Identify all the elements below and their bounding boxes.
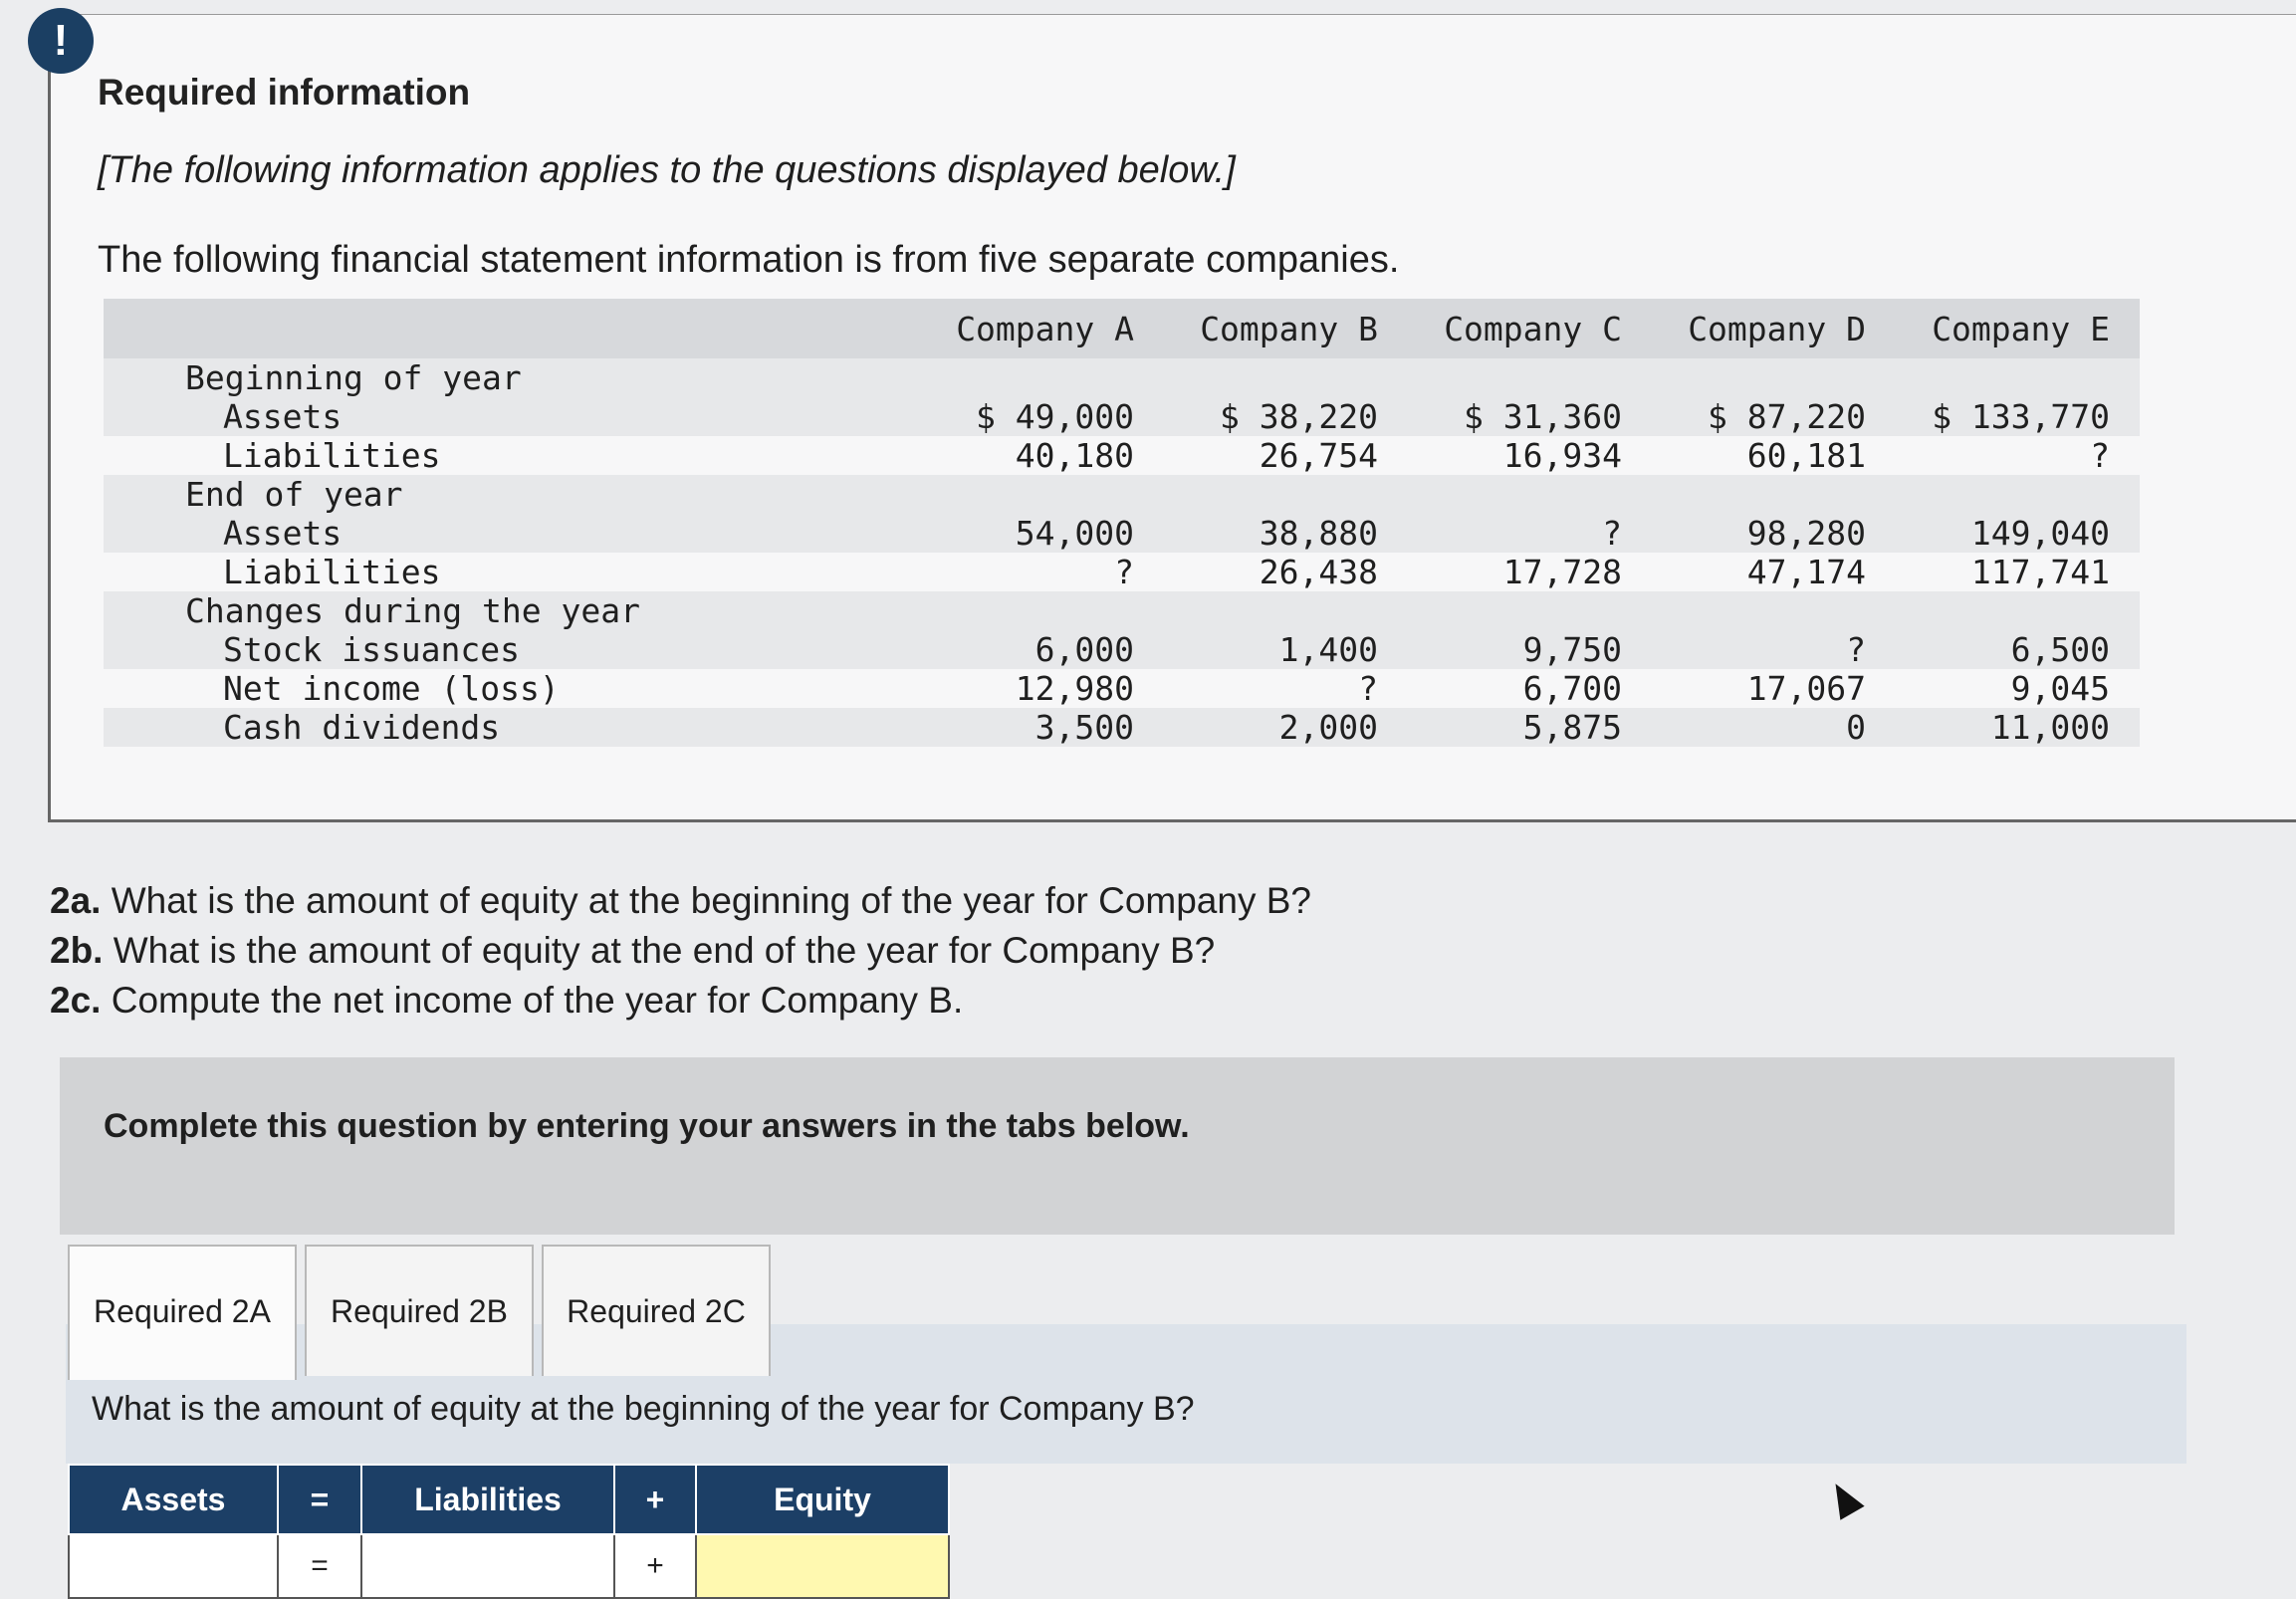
tab-question-text: What is the amount of equity at the beginning of the year for Company B? [92, 1390, 1195, 1428]
cell: 38,880 [1164, 514, 1408, 553]
cell [920, 591, 1164, 630]
tab-required-2c[interactable]: Required 2C [542, 1245, 771, 1376]
cell: 6,500 [1896, 630, 2140, 669]
cell: 1,400 [1164, 630, 1408, 669]
cell: 9,045 [2010, 669, 2110, 708]
cell: 0 [1652, 708, 1896, 747]
cell: ? [1652, 630, 1896, 669]
assets-header: Assets [69, 1465, 278, 1534]
mouse-cursor-icon [1823, 1477, 1864, 1519]
cell: $ 87,220 [1652, 397, 1896, 436]
required-information-title: Required information [98, 72, 471, 113]
column-header: Company A [920, 299, 1164, 358]
row-label: Liabilities [223, 553, 441, 591]
cell [1408, 591, 1652, 630]
cell: 6,700 [1522, 669, 1622, 708]
accounting-equation-table [68, 1464, 950, 1599]
cell: ? [2090, 436, 2110, 475]
table-row [104, 553, 2140, 591]
question-2b [50, 926, 1311, 976]
cell [1408, 358, 1652, 397]
liabilities-input[interactable] [363, 1535, 616, 1597]
equals-sign: = [278, 1534, 361, 1598]
row-label: Net income (loss) [223, 669, 560, 708]
tab-required-2a[interactable]: Required 2A [68, 1245, 297, 1380]
cell: 117,741 [1970, 553, 2110, 591]
table-row [104, 514, 2140, 553]
question-number: 2c. [50, 980, 102, 1021]
cell: 2,000 [1164, 708, 1408, 747]
intro-text: The following financial statement information is from five separate companies. [98, 239, 1400, 281]
assets-input[interactable] [71, 1535, 280, 1597]
question-2c [50, 976, 1311, 1026]
cell [920, 358, 1164, 397]
cell: 16,934 [1502, 436, 1622, 475]
row-label: Cash dividends [104, 708, 920, 747]
cell: 149,040 [1896, 514, 2140, 553]
cell: 40,180 [1015, 436, 1134, 475]
column-header: Company E [1896, 299, 2140, 358]
cell: 5,875 [1408, 708, 1652, 747]
equals-header: = [278, 1465, 361, 1534]
cell [1896, 591, 2140, 630]
applies-note: [The following information applies to the questions displayed below.] [98, 149, 1236, 191]
financial-table [104, 299, 2140, 747]
row-label: Changes during the year [104, 591, 920, 630]
equity-input-cell[interactable] [696, 1534, 949, 1598]
row-label: Beginning of year [104, 358, 920, 397]
cell: ? [1114, 553, 1134, 591]
question-2a [50, 876, 1311, 926]
cell: 26,438 [1259, 553, 1378, 591]
cell: 11,000 [1896, 708, 2140, 747]
table-row [104, 397, 2140, 436]
questions-block [50, 876, 1311, 1026]
tab-required-2b[interactable]: Required 2B [305, 1245, 534, 1376]
cell: 60,181 [1746, 436, 1866, 475]
cell [1408, 475, 1652, 514]
table-row [104, 436, 2140, 475]
cell [1164, 475, 1408, 514]
cell: 3,500 [920, 708, 1164, 747]
table-row [104, 591, 2140, 630]
row-label: Assets [104, 397, 920, 436]
cell: 6,000 [920, 630, 1164, 669]
cell [1164, 591, 1408, 630]
equation-header-row [69, 1465, 949, 1534]
cell [1652, 591, 1896, 630]
row-label: Stock issuances [104, 630, 920, 669]
cell: ? [1408, 514, 1652, 553]
cell: $ 31,360 [1408, 397, 1652, 436]
cell: $ 38,220 [1164, 397, 1408, 436]
question-text: What is the amount of equity at the beginning of the year for Company B? [101, 880, 1311, 921]
column-header: Company C [1408, 299, 1652, 358]
row-label: Liabilities [223, 436, 441, 475]
cell: 47,174 [1746, 553, 1866, 591]
table-header-row [104, 299, 2140, 358]
alert-icon: ! [28, 8, 94, 74]
question-text: Compute the net income of the year for Company B. [101, 980, 964, 1021]
table-row [104, 708, 2140, 747]
question-text: What is the amount of equity at the end of the year for Company B? [103, 930, 1216, 971]
table-row [104, 630, 2140, 669]
instructions-box [60, 1057, 2175, 1235]
liabilities-input-cell[interactable] [361, 1534, 614, 1598]
table-row [104, 669, 2140, 708]
assets-input-cell[interactable] [69, 1534, 278, 1598]
cell [1652, 475, 1896, 514]
equity-input[interactable] [698, 1535, 951, 1597]
cell: $ 133,770 [1896, 397, 2140, 436]
question-number: 2a. [50, 880, 102, 921]
cell: 54,000 [920, 514, 1164, 553]
cell: 17,067 [1746, 669, 1866, 708]
cell: $ 49,000 [920, 397, 1164, 436]
cell: 9,750 [1408, 630, 1652, 669]
cell [1164, 358, 1408, 397]
column-header: Company D [1652, 299, 1896, 358]
table-row [104, 475, 2140, 514]
cell: 26,754 [1259, 436, 1378, 475]
cell [920, 475, 1164, 514]
equity-header: Equity [696, 1465, 949, 1534]
row-label: End of year [104, 475, 920, 514]
liabilities-header: Liabilities [361, 1465, 614, 1534]
cell: 98,280 [1652, 514, 1896, 553]
plus-sign: + [614, 1534, 696, 1598]
cell: 12,980 [1015, 669, 1134, 708]
plus-header: + [614, 1465, 696, 1534]
question-number: 2b. [50, 930, 104, 971]
header-blank [104, 299, 920, 358]
cell [1896, 358, 2140, 397]
cell [1652, 358, 1896, 397]
cell: ? [1358, 669, 1378, 708]
column-header: Company B [1164, 299, 1408, 358]
equation-input-row [69, 1534, 949, 1598]
cell [1896, 475, 2140, 514]
instructions-text: Complete this question by entering your answers in the tabs below. [104, 1107, 1190, 1145]
cell: 17,728 [1502, 553, 1622, 591]
table-row [104, 358, 2140, 397]
row-label: Assets [104, 514, 920, 553]
